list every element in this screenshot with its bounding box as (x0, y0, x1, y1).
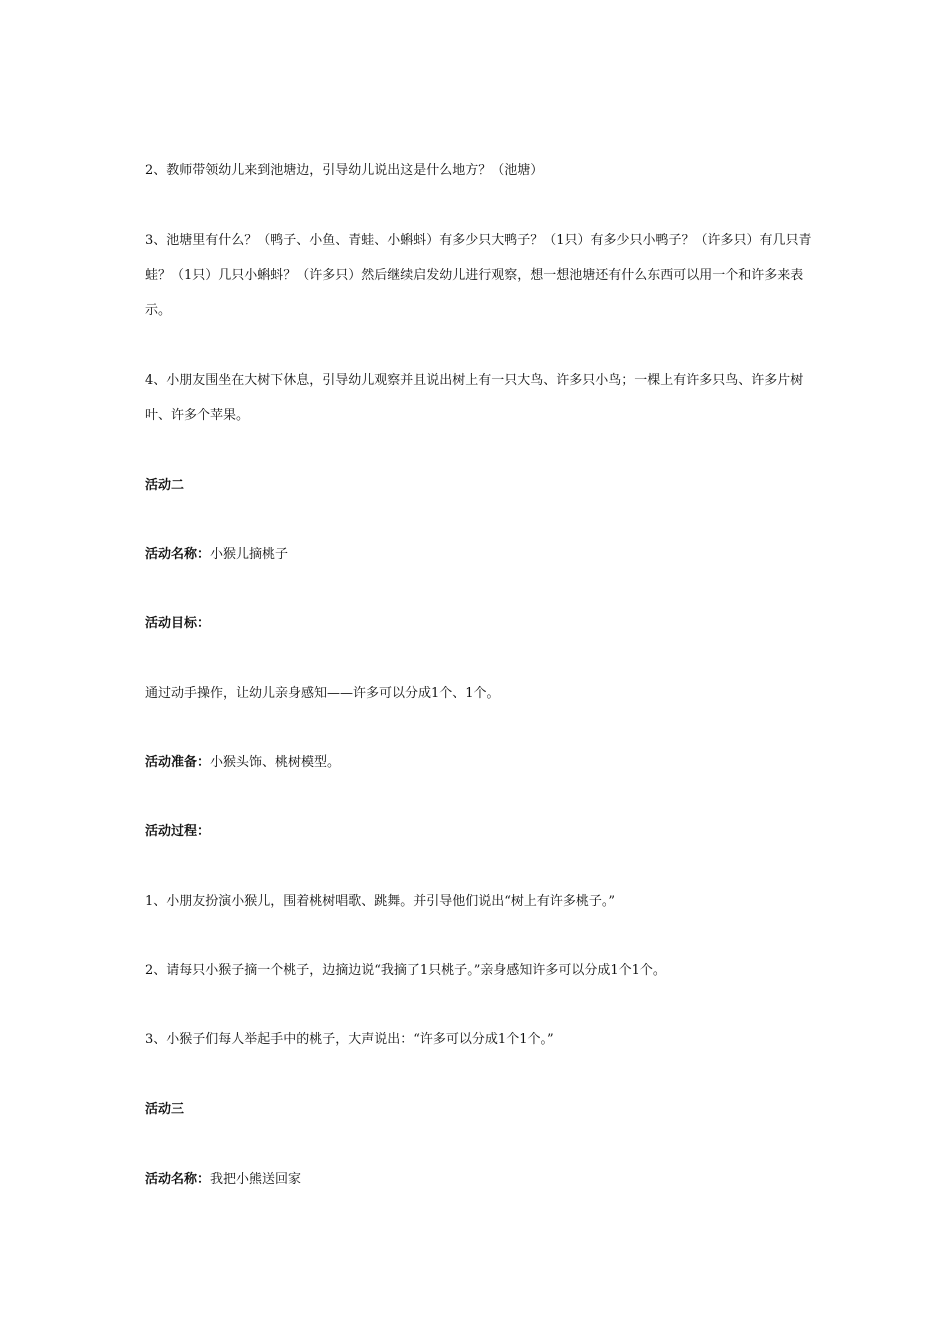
activity-2-name-value: 小猴儿摘桃子 (210, 547, 289, 562)
activity-2-process-label: 活动过程： (145, 824, 211, 839)
activity-2-name (145, 537, 815, 572)
activity-2-heading: 活动二 (145, 478, 185, 493)
activity-2-step-1: 1、小朋友扮演小猴儿，围着桃树唱歌、跳舞。并引导他们说出“树上有许多桃子。” (145, 894, 616, 909)
activity-3-name-label: 活动名称： (145, 1172, 211, 1187)
activity-2-step-2: 2、请每只小猴子摘一个桃子，边摘边说“我摘了1只桃子。”亲身感知许多可以分成1个1个。 (145, 963, 666, 978)
activity-2-prep-value: 小猴头饰、桃树模型。 (210, 755, 341, 770)
activity-3-name-value: 我把小熊送回家 (210, 1172, 302, 1187)
activity-3-heading: 活动三 (145, 1102, 185, 1117)
activity-3-name (145, 1162, 815, 1197)
activity-2-goal-text: 通过动手操作，让幼儿亲身感知——许多可以分成1个、1个。 (145, 686, 500, 701)
paragraph-item-2: 2、教师带领幼儿来到池塘边，引导幼儿说出这是什么地方？（池塘） (145, 163, 544, 178)
activity-2-step-3: 3、小猴子们每人举起手中的桃子，大声说出：“许多可以分成1个1个。” (145, 1032, 554, 1047)
activity-2-name-label: 活动名称： (145, 547, 211, 562)
paragraph-item-4: 4、小朋友围坐在大树下休息，引导幼儿观察并且说出树上有一只大鸟、许多只小鸟；一棵上有许多只鸟、许多片树叶、许多个苹果。 (145, 373, 804, 423)
activity-2-goal-label: 活动目标： (145, 616, 211, 631)
paragraph-item-3: 3、池塘里有什么？（鸭子、小鱼、青蛙、小蝌蚪）有多少只大鸭子？（1只）有多少只小鸭子？（许多只）有几只青蛙？（1只）几只小蝌蚪？（许多只）然后继续启发幼儿进行观察，想一想池塘还有什么东西可以用一个和许多来表示。 (145, 233, 812, 318)
activity-2-prep-label: 活动准备： (145, 755, 211, 770)
activity-2-prep (145, 745, 815, 780)
